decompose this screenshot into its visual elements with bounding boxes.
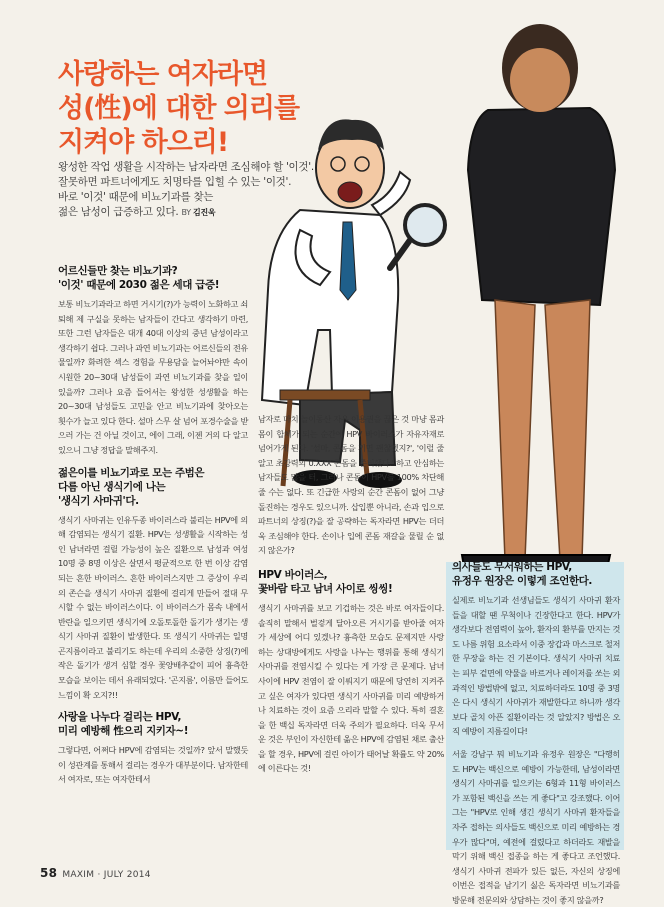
section-body: 생식기 사마귀를 보고 기겁하는 것은 바로 여자들이다. 솔직히 말해서 벌겋게 달아오른 거시기를 받아줄 여자가 세상에 어디 있겠나? 흉측한 모습도 문제지만 사랑하는 상대방에게도 사랑을 나누는 행위를 통해 생식기 사마귀를 전염시킬 수 있다는 게 가장 큰 문제다. 남녀 사이에 HPV 전염이 잘 이뤄지기 때문에 당연히 지켜주고 싶은 여자가 있다면 생식기 사마귀를 미리 예방하거나 치료하는 것이 요즘 으리라 말할 수 있다. 특히 결혼을 한 백십 독자라면 더욱 주의가 필요하다. 더욱 무서운 것은 부인이 자신한테 옮은 HPV에 감염된 채로 출산을 할 경우, HPV에 걸린 아이가 태어날 확률도 약 20%에 이른다는 것!	[258, 602, 444, 774]
section-heading	[258, 568, 444, 596]
section-body: 보통 비뇨기과라고 하면 거시기(?)가 능력이 노화하고 쇠퇴해 제 구실을 못하는 남자들이 간다고 생각하기 마련, 또한 그런 남자들은 대개 40대 이상의 중년 남성이라고 생각하기 쉽다. 그러나 과연 비뇨기과는 어르신들의 전유물일까? 화려한 섹스 경험을 무용담을 늘어놔야만 속이 시원한 20~30대 남성들이 과연 비뇨기과를 찾을 일이 있을까? 그러나 요즘 들어서는 왕성한 성생활을 하는 20~30대 남성들도 고민을 안고 비뇨기과에 찾아오는 횟수가 늘고 있다 한다. 설마 스무 살 넘어 포경수술을 받으러 가는 건 아닐 것이고, 에이 그래, 이젠 거의 다 알고 있으니 그냥 정답을 말해주지.	[58, 299, 248, 455]
section-heading-line: 젊은이를 비뇨기과로 모는 주범은	[58, 466, 205, 479]
lede	[58, 160, 328, 220]
section-heading-line: 다름 아닌 생식기에 나는	[58, 480, 166, 493]
section-body: 남자로 마치 놀이동산 자유 이용권을 끊은 것 마냥 몸과 몸이 합체가 되는 순간에 HPV 바이러스가 자유자재로 넘어가게 된다. '설마, 콘돔을 끼면 괜찮겠지?', '이럴 줄 알고 초강력의 0.XXX 콘돔을 준비했다.' 하고 안심하는 남자들도 많을 터, 그러나 콘돔이 HPV를 100% 차단해줄 수는 없다. 또 긴급한 사랑의 순간 콘돔이 없어 그냥 돌진하는 경우도 있으니까. 삽입뿐 아니라, 손과 입으로 파트너의 상징(?)을 잘 공략하는 독자라면 HPV는 더더욱 조심해야 한다. 손이나 입에 콘돔 재갈을 물릴 순 없지 않은가?	[258, 414, 444, 556]
section-heading-line: HPV 바이러스,	[258, 568, 328, 581]
section-heading-line: 꽃바람 타고 남녀 사이로 씽씽!	[258, 582, 393, 595]
lede-line: 잘못하면 파트너에게도 치명타를 입힐 수 있는 '이것'.	[58, 176, 292, 188]
section-heading-line: '이것' 때문에 2030 젊은 세대 급증!	[58, 279, 220, 291]
headline-line: 사랑하는 여자라면	[58, 59, 268, 90]
magazine-issue: MAXIM · JULY 2014	[62, 870, 151, 880]
article-column-2	[258, 412, 444, 776]
section-heading	[58, 466, 248, 508]
headline-line: 지켜야 하으리!	[58, 127, 229, 158]
byline-author: 김진욱	[193, 208, 216, 217]
lede-line-text: 젊은 남성이 급증하고 있다.	[58, 206, 179, 218]
section-body: 생식기 사마귀는 인유두종 바이러스라 불리는 HPV에 의해 감염되는 생식기 질환. HPV는 성생활을 시작하는 성인 남녀라면 걸릴 가능성이 높은 질환으로 남성과 여성 10명 중 8명 이상은 살면서 평균적으로 한 번 이상 감염되는 흔한 바이러스. 흔한 바이러스지만 그 증상이 우리의 존슨을 생식기 사마귀 질환에 걸리게 만들어 절대 무시할 수 없는 바이러스이다. 이 바이러스가 몸속 내에서 반란을 일으키면 생식기에 오돌토돌한 돌기가 생기는 생식기 사마귀 질환이 발생한다. 또 생식기 사마귀는 일명 곤지름이라고 불리기도 하는데 우리의 소중한 상징(?)에 작은 돌기가 생겨 심할 경우 꽃양배추같이 피어 흉측한 모습을 보이는 데서 유래되었다. '곤지름', 이름만 들어도 느낌이 확 오지?!!	[58, 514, 248, 700]
page-number: 58	[40, 866, 58, 880]
article-column-1	[58, 264, 248, 787]
section-heading-line: 미리 예방해 性으리 지키자~!	[58, 725, 189, 738]
section-heading-line: 의사들도 무서워하는 HPV,	[452, 561, 572, 573]
headline-line: 성(性)에 대한 의리를	[58, 93, 300, 124]
lede-line: 바로 '이것' 때문에 비뇨기과를 찾는	[58, 191, 214, 203]
section-body: 그렇다면, 어쩌다 HPV에 감염되는 것일까? 앞서 말했듯이 성관계를 통해서 걸리는 경우가 대부분이다. 남자한테서 여자로, 또는 여자한테서	[58, 745, 248, 785]
folio	[40, 866, 151, 880]
article-column-3	[452, 560, 620, 907]
lede-line	[58, 205, 328, 220]
section-heading-line: 사랑을 나누다 걸리는 HPV,	[58, 711, 182, 724]
section-heading	[58, 710, 248, 738]
section-heading	[58, 264, 248, 292]
section-heading	[452, 560, 620, 588]
byline	[181, 208, 215, 217]
section-heading-line: 유정우 원장은 이렇게 조언한다.	[452, 575, 593, 587]
lede-line: 왕성한 작업 생활을 시작하는 남자라면 조심해야 할 '이것'.	[58, 161, 314, 173]
headline	[58, 58, 358, 160]
section-heading-line: 어르신들만 찾는 비뇨기과?	[58, 265, 178, 277]
section-body: 서울 강남구 뭐 비뇨기과 유정우 원장은 "다행히도 HPV는 백신으로 예방이 가능한데, 남성이라면 생식기 사마귀를 일으키는 6형과 11형 바이러스가 포함된 백신을 쓰는 게 좋다"고 강조했다. 이어 그는 "HPV로 인해 생긴 생식기 사마귀 환자들을 자주 접하는 의사들도 백신으로 미리 예방하는 경우가 많다"며, 예전에 걸렸다고 하더라도 재발을 막기 위해 백신 접종을 하는 게 좋다고 조언했다. 생식기 사마귀 전파가 있든 없든, 자신의 상징에 이번은 접적을 남기기 싫은 독자라면 비뇨기과를 방문해 전문의와 상담하는 것이 좋지 않을까?	[452, 748, 620, 905]
section-heading-line: '생식기 사마귀'다.	[58, 494, 139, 507]
section-body: 실제로 비뇨기과 선생님들도 생식기 사마귀 환자들을 대할 땐 무척이나 긴장한다고 한다. HPV가 생각보다 전염력이 높아, 환자의 환부를 만지는 것도 나름 위험 요소라서 이중 장갑과 마스크로 철저한 무장을 하는 건 기본이다. 생식기 사마귀 치료는 피부 겉면에 약물을 바르거나 레이저를 쏘는 외과적인 방법밖에 없고, 치료하더라도 10명 중 3명은 다시 생식기 사마귀가 재발한다고 하니까 생각보다 골치 아픈 질환이라는 것 알았지? 방법은 오직 예방이 지름길이다!	[452, 595, 620, 737]
byline-prefix: BY	[181, 208, 191, 217]
